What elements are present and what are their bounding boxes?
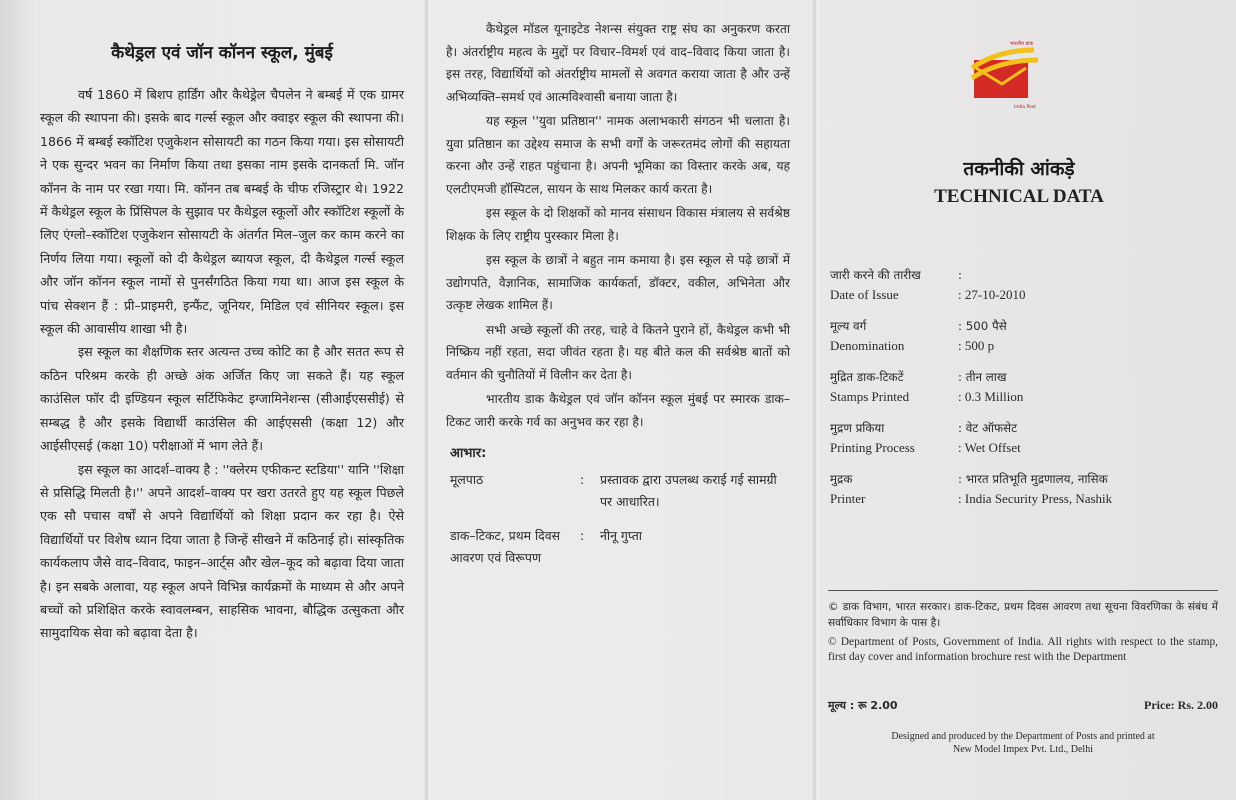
- right-panel: [818, 0, 1220, 800]
- middle-paragraph: सभी अच्छे स्कूलों की तरह, चाहे वे कितने पुराने हों, कैथेड्रल कभी भी निष्क्रिय नहीं रहता, सदा जीवंत रहता है। यह बीते कल की सर्वश्रेष्ठ बातों को वर्तमान की चुनौतियों में विलीन कर देता है।: [446, 322, 790, 382]
- heading-english: TECHNICAL DATA: [934, 186, 1104, 207]
- data-row-english: Printing Process : Wet Offset: [830, 440, 1021, 455]
- data-row-english: Stamps Printed : 0.3 Million: [830, 389, 1024, 404]
- left-paragraph: इस स्कूल का आदर्श–वाक्य है : ''क्लेरम एफीकन्ट स्टडिया'' यानि ''शिक्षा से प्रसिद्धि मिलती है।'' अपने आदर्श–वाक्य पर खरा उतरते हुए यह स्कूल पिछले एक सौ पचास वर्षों से अपने विद्यार्थियों को शिक्षा प्रदान कर रहा है। ऐसे विद्यार्थियों पर विशेष ध्यान दिया जाता है जिन्हें सीखने में कठिनाई हो। सांस्कृतिक कार्यकलाप जैसे वाद–विवाद, फाइन–आर्ट्स और खेल–कूद को बढ़ावा दिया जाता है। इन सबके अलावा, यह स्कूल अपने विभिन्न कार्यक्रमों के माध्यम से और अपने बच्चों को प्रशिक्षित करके स्वावलम्बन, साहसिक भावना, बौद्धिक उत्सुकता और सामुदायिक सेवा को बढ़ावा देता है।: [40, 461, 404, 641]
- ack-value: प्रस्तावक द्वारा उपलब्ध कराई गई सामग्री पर आधारित।: [600, 472, 777, 509]
- divider: [828, 590, 1218, 591]
- copyright-english: © Department of Posts, Government of India. All rights with respect to the stamp, first day cover and information brochure rest with the Department: [828, 636, 1218, 663]
- middle-paragraph: यह स्कूल ''युवा प्रतिष्ठान'' नामक अलाभकारी संगठन भी चलाता है। युवा प्रतिष्ठान का उद्देश्य समाज के सभी वर्गों के जरूरतमंद लोगों की सहायता करना और उन्हें राहत पहुंचाना है। अपनी भूमिका का विस्तार करके अब, यह एलटीएमजी हॉस्पिटल, सायन के साथ मिलकर कार्य करता है।: [446, 114, 790, 196]
- left-paragraph: वर्ष 1860 में बिशप हार्डिंग और कैथेड्रेल चैपलेन ने बम्बई में एक ग्रामर स्कूल की स्थापना की। इसके बाद गर्ल्स स्कूल और क्वाइर स्कूल की स्थापना की। 1866 में बम्बई स्कॉटिश एजुकेशन सोसायटी का गठन किया गया। इस सोसायटी ने एक सुन्दर भवन का निर्माण किया तथा इसका नाम इसके दानकर्ता मि. जॉन कॉनन के नाम पर रखा गया। मि. कॉनन तब बम्बई के चीफ रजिस्ट्रार थे। 1922 में कैथेड्रल स्कूल के प्रिंसिपल के सुझाव पर कैथेड्रल स्कूलों और स्कॉटिश स्कूलों के लिए एंग्लो–स्कॉटिश एजुकेशन सोसायटी के अंतर्गत मिल–जुल कर काम करने का निर्णय लिया गया। स्कूलों को दी कैथेड्रल ब्यायज स्कूल, दी कैथेड्रल गर्ल्स स्कूल और जॉन कॉनन स्कूल नामों से पुनर्संगठित किया गया था। आज इस स्कूल के पांच सेक्शन हैं : प्री–प्राइमरी, इन्फैंट, जूनियर, मिडिल एवं सीनियर स्कूल। इस स्कूल की आवासीय शाखा भी है।: [40, 87, 404, 337]
- data-row-hindi: मूल्य वर्ग : 500 पैसे: [830, 319, 1007, 333]
- heading-hindi: तकनीकी आंकड़े: [963, 158, 1075, 180]
- left-panel: [22, 0, 412, 800]
- copyright-notice: [828, 600, 1218, 665]
- price-row: [828, 698, 1218, 713]
- middle-paragraph: भारतीय डाक कैथेड्रल एवं जॉन कॉनन स्कूल मुंबई पर स्मारक डाक–टिकट जारी करके गर्व का अनुभव कर रहा है।: [446, 392, 790, 429]
- credit-text: [828, 730, 1218, 756]
- acknowledgement-heading: आभार:: [450, 446, 487, 461]
- acknowledgement-row: [446, 525, 790, 569]
- data-row-hindi: मुद्रण प्रकिया : वेट ऑफसेट: [830, 421, 1018, 435]
- copyright-hindi: © डाक विभाग, भारत सरकार। डाक-टिकट, प्रथम दिवस आवरण तथा सूचना विवरणिका के संबंध में सर्वाधिकार विभाग के पास है।: [828, 601, 1218, 629]
- ack-separator: :: [580, 528, 585, 543]
- credit-line: New Model Impex Pvt. Ltd., Delhi: [953, 744, 1093, 755]
- price-hindi: मूल्य : रू 2.00: [828, 699, 898, 712]
- ack-value: नीनू गुप्ता: [600, 528, 642, 543]
- price-english: Price: Rs. 2.00: [1144, 698, 1218, 712]
- article-title: कैथेड्रल एवं जॉन कॉनन स्कूल, मुंबई: [111, 43, 333, 63]
- data-row-hindi: मुद्रित डाक-टिकटें : तीन लाख: [830, 370, 1007, 384]
- middle-paragraph: इस स्कूल के दो शिक्षकों को मानव संसाधन विकास मंत्रालय से सर्वश्रेष्ठ शिक्षक के लिए राष्ट्रीय पुरस्कार मिला है।: [446, 206, 790, 243]
- acknowledgement-row: [446, 469, 790, 513]
- left-paragraph: इस स्कूल का शैक्षणिक स्तर अत्यन्त उच्च कोटि का है और सतत रूप से कठिन परिश्रम करके ही अच्छे अंक अर्जित किए जा सकते हैं। यह स्कूल काउंसिल फॉर दी इण्डियन स्कूल सर्टिफिकेट इग्जामिनेशन्स (सीआईएससीई) से सम्बद्ध है और इसके विद्यार्थी काउंसिल की आईएससी (कक्षा 12) और आईसीएसई (कक्षा 10) परीक्षाओं में भाग लेते हैं।: [40, 344, 404, 454]
- logo-text-english: India Post: [1014, 105, 1036, 110]
- ack-label: मूलपाठ: [450, 472, 484, 487]
- credit-line: Designed and produced by the Department of Posts and printed at: [891, 731, 1155, 742]
- data-row-english: Printer : India Security Press, Nashik: [830, 491, 1113, 506]
- middle-panel: [440, 0, 794, 800]
- india-post-logo-icon: [968, 38, 1048, 110]
- logo-text-hindi: भारतीय डाक: [1010, 41, 1034, 47]
- technical-data-table: [830, 266, 1210, 508]
- ack-separator: :: [580, 472, 585, 487]
- fold-line-left: [424, 0, 432, 800]
- data-row-english: Date of Issue : 27-10-2010: [830, 287, 1026, 302]
- middle-paragraph: इस स्कूल के छात्रों ने बहुत नाम कमाया है। इस स्कूल से पढ़े छात्रों में उद्योगपति, वैज्ञानिक, सामाजिक कार्यकर्ता, डॉक्टर, वकील, अभिनेता और उत्कृष्ट लेखक शामिल हैं।: [446, 253, 790, 312]
- ack-label: डाक–टिकट, प्रथम दिवस आवरण एवं विरूपण: [450, 528, 561, 565]
- middle-paragraph: कैथेड्रल मॉडल यूनाइटेड नेशन्स संयुक्त राष्ट्र संघ का अनुकरण करता है। अंतर्राष्ट्रीय महत्व के मुद्दों पर विचार–विमर्श एवं वाद–विवाद किया जाता है। इस तरह, विद्यार्थियों को अंतर्राष्ट्रीय मामलों से अवगत कराया जाता है और उन्हें अभिव्यक्ति–समर्थ एवं आत्मविश्वासी बनाया जाता है।: [446, 22, 790, 104]
- data-row-english: Denomination : 500 p: [830, 338, 995, 353]
- india-post-logo: [968, 38, 1048, 110]
- data-row-hindi: जारी करने की तारीख :: [830, 268, 962, 282]
- data-row-hindi: मुद्रक : भारत प्रतिभूति मुद्रणालय, नासिक: [830, 472, 1108, 486]
